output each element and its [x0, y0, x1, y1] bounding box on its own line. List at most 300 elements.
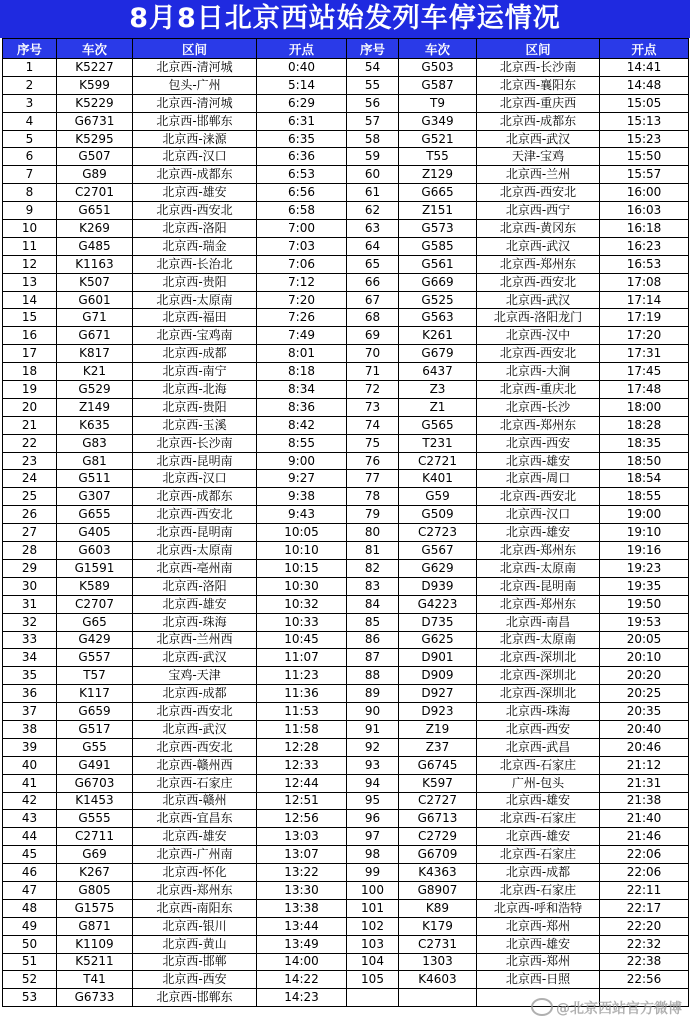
- cell-depart: 9:38: [257, 488, 347, 506]
- cell-seq: 2: [3, 76, 57, 94]
- cell-train: C2729: [399, 828, 477, 846]
- cell-depart: 18:28: [600, 416, 689, 434]
- cell-train: G6733: [57, 989, 133, 1007]
- table-row: [3, 345, 689, 363]
- cell-seq: 73: [347, 398, 399, 416]
- cell-route: 北京西-石家庄: [133, 774, 257, 792]
- cell-route: 北京西-赣州: [133, 792, 257, 810]
- cell-route: 宝鸡-天津: [133, 667, 257, 685]
- cell-seq: 94: [347, 774, 399, 792]
- cell-depart: 18:54: [600, 470, 689, 488]
- cell-route: 北京西-邯郸: [133, 953, 257, 971]
- table-row: [3, 470, 689, 488]
- cell-depart: 20:05: [600, 631, 689, 649]
- cell-train: K1453: [57, 792, 133, 810]
- table-row: [3, 220, 689, 238]
- table-row: [3, 595, 689, 613]
- cell-route: 北京西-郑州东: [477, 416, 600, 434]
- cell-route: 北京西-武汉: [133, 649, 257, 667]
- cell-seq: 70: [347, 345, 399, 363]
- cell-train: G6713: [399, 810, 477, 828]
- cell-depart: 7:26: [257, 309, 347, 327]
- cell-route: 北京西-石家庄: [477, 756, 600, 774]
- table-row: [3, 774, 689, 792]
- cell-depart: 12:51: [257, 792, 347, 810]
- cell-depart: 18:55: [600, 488, 689, 506]
- cell-route: 北京西-武汉: [477, 291, 600, 309]
- table-body: [3, 59, 689, 1007]
- cell-train: G567: [399, 542, 477, 560]
- cell-seq: 93: [347, 756, 399, 774]
- cell-depart: 21:46: [600, 828, 689, 846]
- cell-train: K401: [399, 470, 477, 488]
- cell-seq: 102: [347, 917, 399, 935]
- cell-train: G429: [57, 631, 133, 649]
- cell-depart: 21:12: [600, 756, 689, 774]
- cell-depart: 19:50: [600, 595, 689, 613]
- cell-depart: 7:06: [257, 255, 347, 273]
- cell-route: 北京西-汉口: [133, 148, 257, 166]
- table-row: [3, 94, 689, 112]
- cell-route: 北京西-玉溪: [133, 416, 257, 434]
- cell-train: Z149: [57, 398, 133, 416]
- cell-train: C2723: [399, 524, 477, 542]
- cell-route: 北京西-西安: [477, 720, 600, 738]
- cell-train: K269: [57, 220, 133, 238]
- cell-depart: 16:03: [600, 202, 689, 220]
- cell-seq: 34: [3, 649, 57, 667]
- cell-train: 1303: [399, 953, 477, 971]
- cell-route: 北京西-西安: [477, 434, 600, 452]
- header-seq: 序号: [3, 39, 57, 59]
- table-row: [3, 577, 689, 595]
- cell-seq: 35: [3, 667, 57, 685]
- cell-seq: 100: [347, 881, 399, 899]
- cell-depart: 13:30: [257, 881, 347, 899]
- cell-route: 北京西-涞源: [133, 130, 257, 148]
- cell-depart: 17:45: [600, 363, 689, 381]
- cell-route: 北京西-西安: [133, 971, 257, 989]
- cell-train: K4603: [399, 971, 477, 989]
- cell-depart: 13:49: [257, 935, 347, 953]
- cell-depart: 7:20: [257, 291, 347, 309]
- cell-depart: 10:45: [257, 631, 347, 649]
- cell-route: 北京西-雄安: [477, 524, 600, 542]
- cell-seq: 87: [347, 649, 399, 667]
- cell-train: C2727: [399, 792, 477, 810]
- cell-train: G71: [57, 309, 133, 327]
- cell-depart: 12:44: [257, 774, 347, 792]
- cell-depart: 10:30: [257, 577, 347, 595]
- cell-train: D901: [399, 649, 477, 667]
- cell-seq: 80: [347, 524, 399, 542]
- cell-depart: 19:35: [600, 577, 689, 595]
- cell-train: T231: [399, 434, 477, 452]
- cell-seq: 38: [3, 720, 57, 738]
- cell-route: 北京西-郑州: [477, 953, 600, 971]
- cell-depart: 14:22: [257, 971, 347, 989]
- cell-seq: 1: [3, 59, 57, 77]
- cell-seq: 50: [3, 935, 57, 953]
- cell-depart: 6:35: [257, 130, 347, 148]
- cell-train: K261: [399, 327, 477, 345]
- cell-train: K5211: [57, 953, 133, 971]
- cell-depart: 6:56: [257, 184, 347, 202]
- table-row: [3, 327, 689, 345]
- cell-depart: 7:00: [257, 220, 347, 238]
- cell-depart: 22:38: [600, 953, 689, 971]
- cell-route: 天津-宝鸡: [477, 148, 600, 166]
- cell-depart: 20:10: [600, 649, 689, 667]
- cell-train: C2721: [399, 452, 477, 470]
- cell-depart: 17:08: [600, 273, 689, 291]
- cell-route: 北京西-昆明南: [133, 524, 257, 542]
- cell-depart: 14:23: [257, 989, 347, 1007]
- cell-train: K597: [399, 774, 477, 792]
- cell-depart: 17:48: [600, 381, 689, 399]
- table-header-row: [3, 39, 689, 59]
- cell-train: K117: [57, 685, 133, 703]
- cell-depart: 8:01: [257, 345, 347, 363]
- cell-train: G1575: [57, 899, 133, 917]
- cell-train: G805: [57, 881, 133, 899]
- cell-route: 北京西-邯郸东: [133, 989, 257, 1007]
- cell-train: D927: [399, 685, 477, 703]
- cell-depart: 14:00: [257, 953, 347, 971]
- cell-seq: 61: [347, 184, 399, 202]
- cell-seq: 71: [347, 363, 399, 381]
- cell-route: 包头-广州: [133, 76, 257, 94]
- cell-route: 北京西-兰州: [477, 166, 600, 184]
- cell-seq: 59: [347, 148, 399, 166]
- cell-seq: 89: [347, 685, 399, 703]
- cell-train: Z3: [399, 381, 477, 399]
- cell-train: Z129: [399, 166, 477, 184]
- header-route: 区间: [133, 39, 257, 59]
- cell-depart: 8:34: [257, 381, 347, 399]
- table-row: [3, 756, 689, 774]
- cell-depart: 14:48: [600, 76, 689, 94]
- cell-depart: 12:56: [257, 810, 347, 828]
- cell-train: T57: [57, 667, 133, 685]
- cell-route: 北京西-昆明南: [477, 577, 600, 595]
- cell-depart: 10:32: [257, 595, 347, 613]
- cell-seq: 92: [347, 738, 399, 756]
- cell-train: G573: [399, 220, 477, 238]
- cell-depart: 15:23: [600, 130, 689, 148]
- cell-depart: 14:41: [600, 59, 689, 77]
- table-row: [3, 416, 689, 434]
- cell-route: 北京西-西安北: [133, 202, 257, 220]
- cell-route: 北京西-珠海: [477, 703, 600, 721]
- cell-train: G665: [399, 184, 477, 202]
- cell-seq: 90: [347, 703, 399, 721]
- cell-depart: 12:33: [257, 756, 347, 774]
- cell-route: 北京西-雄安: [477, 935, 600, 953]
- cell-train: G655: [57, 506, 133, 524]
- cell-depart: 17:19: [600, 309, 689, 327]
- cell-seq: 30: [3, 577, 57, 595]
- cell-train: G511: [57, 470, 133, 488]
- cell-train: D923: [399, 703, 477, 721]
- cell-train: G671: [57, 327, 133, 345]
- page-title: 8月8日北京西站始发列车停运情况: [0, 0, 690, 38]
- cell-depart: 11:58: [257, 720, 347, 738]
- cell-seq: 10: [3, 220, 57, 238]
- cell-train: G563: [399, 309, 477, 327]
- cell-train: G679: [399, 345, 477, 363]
- cell-seq: 43: [3, 810, 57, 828]
- cell-seq: 66: [347, 273, 399, 291]
- table-row: [3, 953, 689, 971]
- cell-route: 北京西-赣州西: [133, 756, 257, 774]
- cell-seq: 6: [3, 148, 57, 166]
- cell-train: G585: [399, 237, 477, 255]
- cell-seq: 15: [3, 309, 57, 327]
- cell-route: 北京西-洛阳龙门: [477, 309, 600, 327]
- cell-route: 北京西-宝鸡南: [133, 327, 257, 345]
- cell-train: G83: [57, 434, 133, 452]
- cell-route: 北京西-郑州东: [477, 255, 600, 273]
- cell-train: K5229: [57, 94, 133, 112]
- cell-train: G485: [57, 237, 133, 255]
- cell-seq: 24: [3, 470, 57, 488]
- cell-route: 北京西-成都东: [133, 488, 257, 506]
- cell-depart: 17:31: [600, 345, 689, 363]
- cell-train: G6709: [399, 846, 477, 864]
- cell-route: 北京西-宜昌东: [133, 810, 257, 828]
- cell-depart: 7:49: [257, 327, 347, 345]
- cell-seq: 5: [3, 130, 57, 148]
- table-row: [3, 381, 689, 399]
- cell-train: G307: [57, 488, 133, 506]
- cell-train: K179: [399, 917, 477, 935]
- cell-route: 北京西-清河城: [133, 59, 257, 77]
- cell-seq: 78: [347, 488, 399, 506]
- cell-route: 北京西-太原南: [477, 559, 600, 577]
- cell-seq: 103: [347, 935, 399, 953]
- cell-depart: 11:23: [257, 667, 347, 685]
- cell-route: 北京西-瑞金: [133, 237, 257, 255]
- cell-train: C2731: [399, 935, 477, 953]
- cell-depart: 17:14: [600, 291, 689, 309]
- table-row: [3, 506, 689, 524]
- cell-seq: 56: [347, 94, 399, 112]
- cell-seq: 45: [3, 846, 57, 864]
- cell-train: K21: [57, 363, 133, 381]
- cell-seq: 69: [347, 327, 399, 345]
- cell-depart: 6:29: [257, 94, 347, 112]
- cell-train: G65: [57, 613, 133, 631]
- cell-route: 北京西-贵阳: [133, 273, 257, 291]
- cell-depart: 20:35: [600, 703, 689, 721]
- cell-route: 北京西-长沙: [477, 398, 600, 416]
- cell-route: 北京西-清河城: [133, 94, 257, 112]
- cell-train: G587: [399, 76, 477, 94]
- cell-seq: 9: [3, 202, 57, 220]
- cell-route: 北京西-西安北: [133, 506, 257, 524]
- cell-depart: 16:23: [600, 237, 689, 255]
- cell-route: 北京西-洛阳: [133, 577, 257, 595]
- cell-route: 北京西-石家庄: [477, 846, 600, 864]
- cell-route: 北京西-广州南: [133, 846, 257, 864]
- cell-train: K4363: [399, 864, 477, 882]
- cell-train: K507: [57, 273, 133, 291]
- cell-seq: 62: [347, 202, 399, 220]
- cell-route: 北京西-黄冈东: [477, 220, 600, 238]
- cell-train: T55: [399, 148, 477, 166]
- cell-seq: 21: [3, 416, 57, 434]
- cell-train: K5227: [57, 59, 133, 77]
- table-row: [3, 613, 689, 631]
- table-row: [3, 881, 689, 899]
- table-row: [3, 899, 689, 917]
- cell-route: 北京西-雄安: [477, 452, 600, 470]
- cell-route: 北京西-雄安: [133, 184, 257, 202]
- cell-train: G565: [399, 416, 477, 434]
- cell-train: G517: [57, 720, 133, 738]
- cell-route: 北京西-西安北: [133, 703, 257, 721]
- cell-train: K5295: [57, 130, 133, 148]
- table-row: [3, 237, 689, 255]
- cell-route: 北京西-西安北: [477, 488, 600, 506]
- table-row: [3, 828, 689, 846]
- cell-seq: 99: [347, 864, 399, 882]
- cell-depart: 22:06: [600, 864, 689, 882]
- cell-route: 北京西-西宁: [477, 202, 600, 220]
- table-row: [3, 720, 689, 738]
- cell-train: G405: [57, 524, 133, 542]
- cell-seq: 84: [347, 595, 399, 613]
- cell-depart: 18:50: [600, 452, 689, 470]
- table-row: [3, 792, 689, 810]
- cell-train: D735: [399, 613, 477, 631]
- cell-route: 北京西-郑州东: [477, 595, 600, 613]
- table-row: [3, 148, 689, 166]
- cell-train: G69: [57, 846, 133, 864]
- cell-seq: [347, 989, 399, 1007]
- cell-train: C2701: [57, 184, 133, 202]
- cell-train: K1109: [57, 935, 133, 953]
- cell-depart: 22:17: [600, 899, 689, 917]
- cell-train: G59: [399, 488, 477, 506]
- cell-route: 北京西-周口: [477, 470, 600, 488]
- cell-train: D909: [399, 667, 477, 685]
- cell-seq: 36: [3, 685, 57, 703]
- cell-route: 北京西-洛阳: [133, 220, 257, 238]
- cell-train: G629: [399, 559, 477, 577]
- cell-depart: 15:57: [600, 166, 689, 184]
- cell-seq: 8: [3, 184, 57, 202]
- cell-train: K817: [57, 345, 133, 363]
- cell-seq: 86: [347, 631, 399, 649]
- suspension-table: [2, 38, 689, 1007]
- cell-train: K267: [57, 864, 133, 882]
- cell-seq: 54: [347, 59, 399, 77]
- cell-seq: 95: [347, 792, 399, 810]
- cell-seq: 17: [3, 345, 57, 363]
- cell-depart: 8:42: [257, 416, 347, 434]
- cell-route: 北京西-雄安: [477, 828, 600, 846]
- cell-seq: 97: [347, 828, 399, 846]
- cell-route: 北京西-襄阳东: [477, 76, 600, 94]
- cell-route: 北京西-兰州西: [133, 631, 257, 649]
- cell-route: 北京西-郑州东: [133, 881, 257, 899]
- table-row: [3, 452, 689, 470]
- cell-route: 北京西-武昌: [477, 738, 600, 756]
- cell-depart: 0:40: [257, 59, 347, 77]
- cell-train: G89: [57, 166, 133, 184]
- cell-depart: 22:56: [600, 971, 689, 989]
- cell-depart: 12:28: [257, 738, 347, 756]
- watermark-text: @北京西站官方微博: [556, 1001, 682, 1017]
- cell-depart: 19:53: [600, 613, 689, 631]
- cell-seq: 47: [3, 881, 57, 899]
- cell-depart: 22:20: [600, 917, 689, 935]
- cell-depart: 13:44: [257, 917, 347, 935]
- header-train: 车次: [399, 39, 477, 59]
- cell-route: 北京西-长沙南: [133, 434, 257, 452]
- cell-route: 北京西-重庆西: [477, 94, 600, 112]
- table-row: [3, 488, 689, 506]
- cell-train: G6731: [57, 112, 133, 130]
- table-row: [3, 273, 689, 291]
- cell-depart: 13:07: [257, 846, 347, 864]
- cell-train: 6437: [399, 363, 477, 381]
- cell-seq: 32: [3, 613, 57, 631]
- cell-seq: 76: [347, 452, 399, 470]
- table-row: [3, 917, 689, 935]
- cell-depart: 15:05: [600, 94, 689, 112]
- cell-seq: 67: [347, 291, 399, 309]
- table-row: [3, 667, 689, 685]
- cell-route: 北京西-南宁: [133, 363, 257, 381]
- table-row: [3, 685, 689, 703]
- cell-train: Z37: [399, 738, 477, 756]
- cell-train: K599: [57, 76, 133, 94]
- table-row: [3, 112, 689, 130]
- cell-depart: 10:05: [257, 524, 347, 542]
- cell-seq: 44: [3, 828, 57, 846]
- table-row: [3, 363, 689, 381]
- cell-route: 北京西-郑州东: [477, 542, 600, 560]
- cell-route: 北京西-亳州南: [133, 559, 257, 577]
- cell-depart: 11:53: [257, 703, 347, 721]
- cell-seq: 26: [3, 506, 57, 524]
- cell-route: 北京西-怀化: [133, 864, 257, 882]
- weibo-logo-icon: [531, 998, 553, 1016]
- table-row: [3, 559, 689, 577]
- cell-route: 北京西-西安北: [477, 184, 600, 202]
- table-row: [3, 398, 689, 416]
- cell-depart: 20:20: [600, 667, 689, 685]
- cell-train: T41: [57, 971, 133, 989]
- table-row: [3, 291, 689, 309]
- cell-seq: 52: [3, 971, 57, 989]
- cell-route: 北京西-太原南: [133, 291, 257, 309]
- cell-seq: 4: [3, 112, 57, 130]
- cell-route: 北京西-西安北: [133, 738, 257, 756]
- cell-route: 北京西-南昌: [477, 613, 600, 631]
- cell-train: G651: [57, 202, 133, 220]
- cell-train: G555: [57, 810, 133, 828]
- cell-train: K589: [57, 577, 133, 595]
- cell-route: 北京西-北海: [133, 381, 257, 399]
- cell-train: G491: [57, 756, 133, 774]
- cell-route: 广州-包头: [477, 774, 600, 792]
- table-row: [3, 166, 689, 184]
- cell-seq: 16: [3, 327, 57, 345]
